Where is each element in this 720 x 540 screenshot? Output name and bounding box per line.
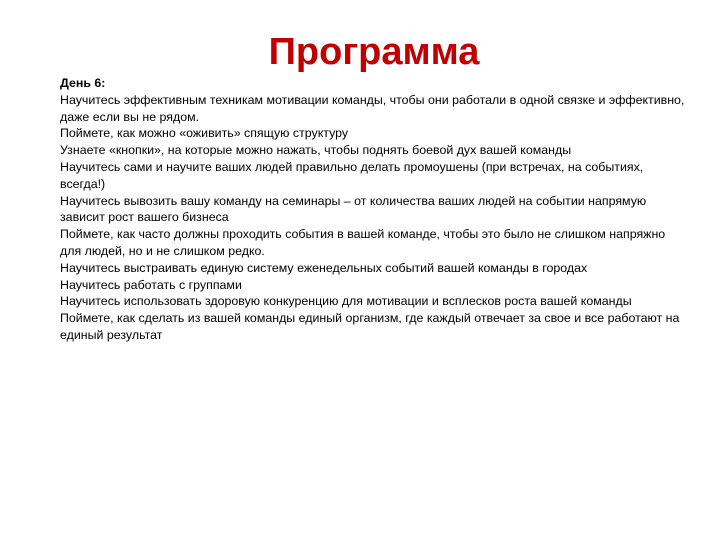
program-item: Научитесь вывозить вашу команду на семинары – от количества ваших людей на событии напрямую зависит рост вашего бизнеса [60,193,647,225]
program-item: Поймете, как сделать из вашей команды единый организм, где каждый отвечает за свое и все работают на единый результат [60,311,680,342]
slide-title: Программа [268,31,480,73]
program-item: Узнаете «кнопки», на которые можно нажать, чтобы поднять боевой дух вашей команды [60,143,572,158]
program-item: Научитесь выстраивать единую систему еженедельных событий вашей команды в городах [60,260,588,275]
program-item: Поймете, как часто должны проходить события в вашей команде, чтобы это было не слишком напряжно для людей, но и не слишком редко. [60,227,666,258]
day-label: День 6: [60,76,106,90]
program-item: Научитесь сами и научите ваших людей правильно делать промоушены (при встречах, на событиях, всегда!) [60,159,644,191]
program-item: Научитесь использовать здоровую конкуренцию для мотивации и всплесков роста вашей команды [60,294,632,309]
slide-content [60,75,685,344]
program-item: Научитесь работать с группами [60,277,242,292]
program-item: Поймете, как можно «оживить» спящую структуру [60,126,349,141]
program-item: Научитесь эффективным техникам мотивации команды, чтобы они работали в одной связке и эффективно, даже если вы не рядом. [60,92,685,124]
